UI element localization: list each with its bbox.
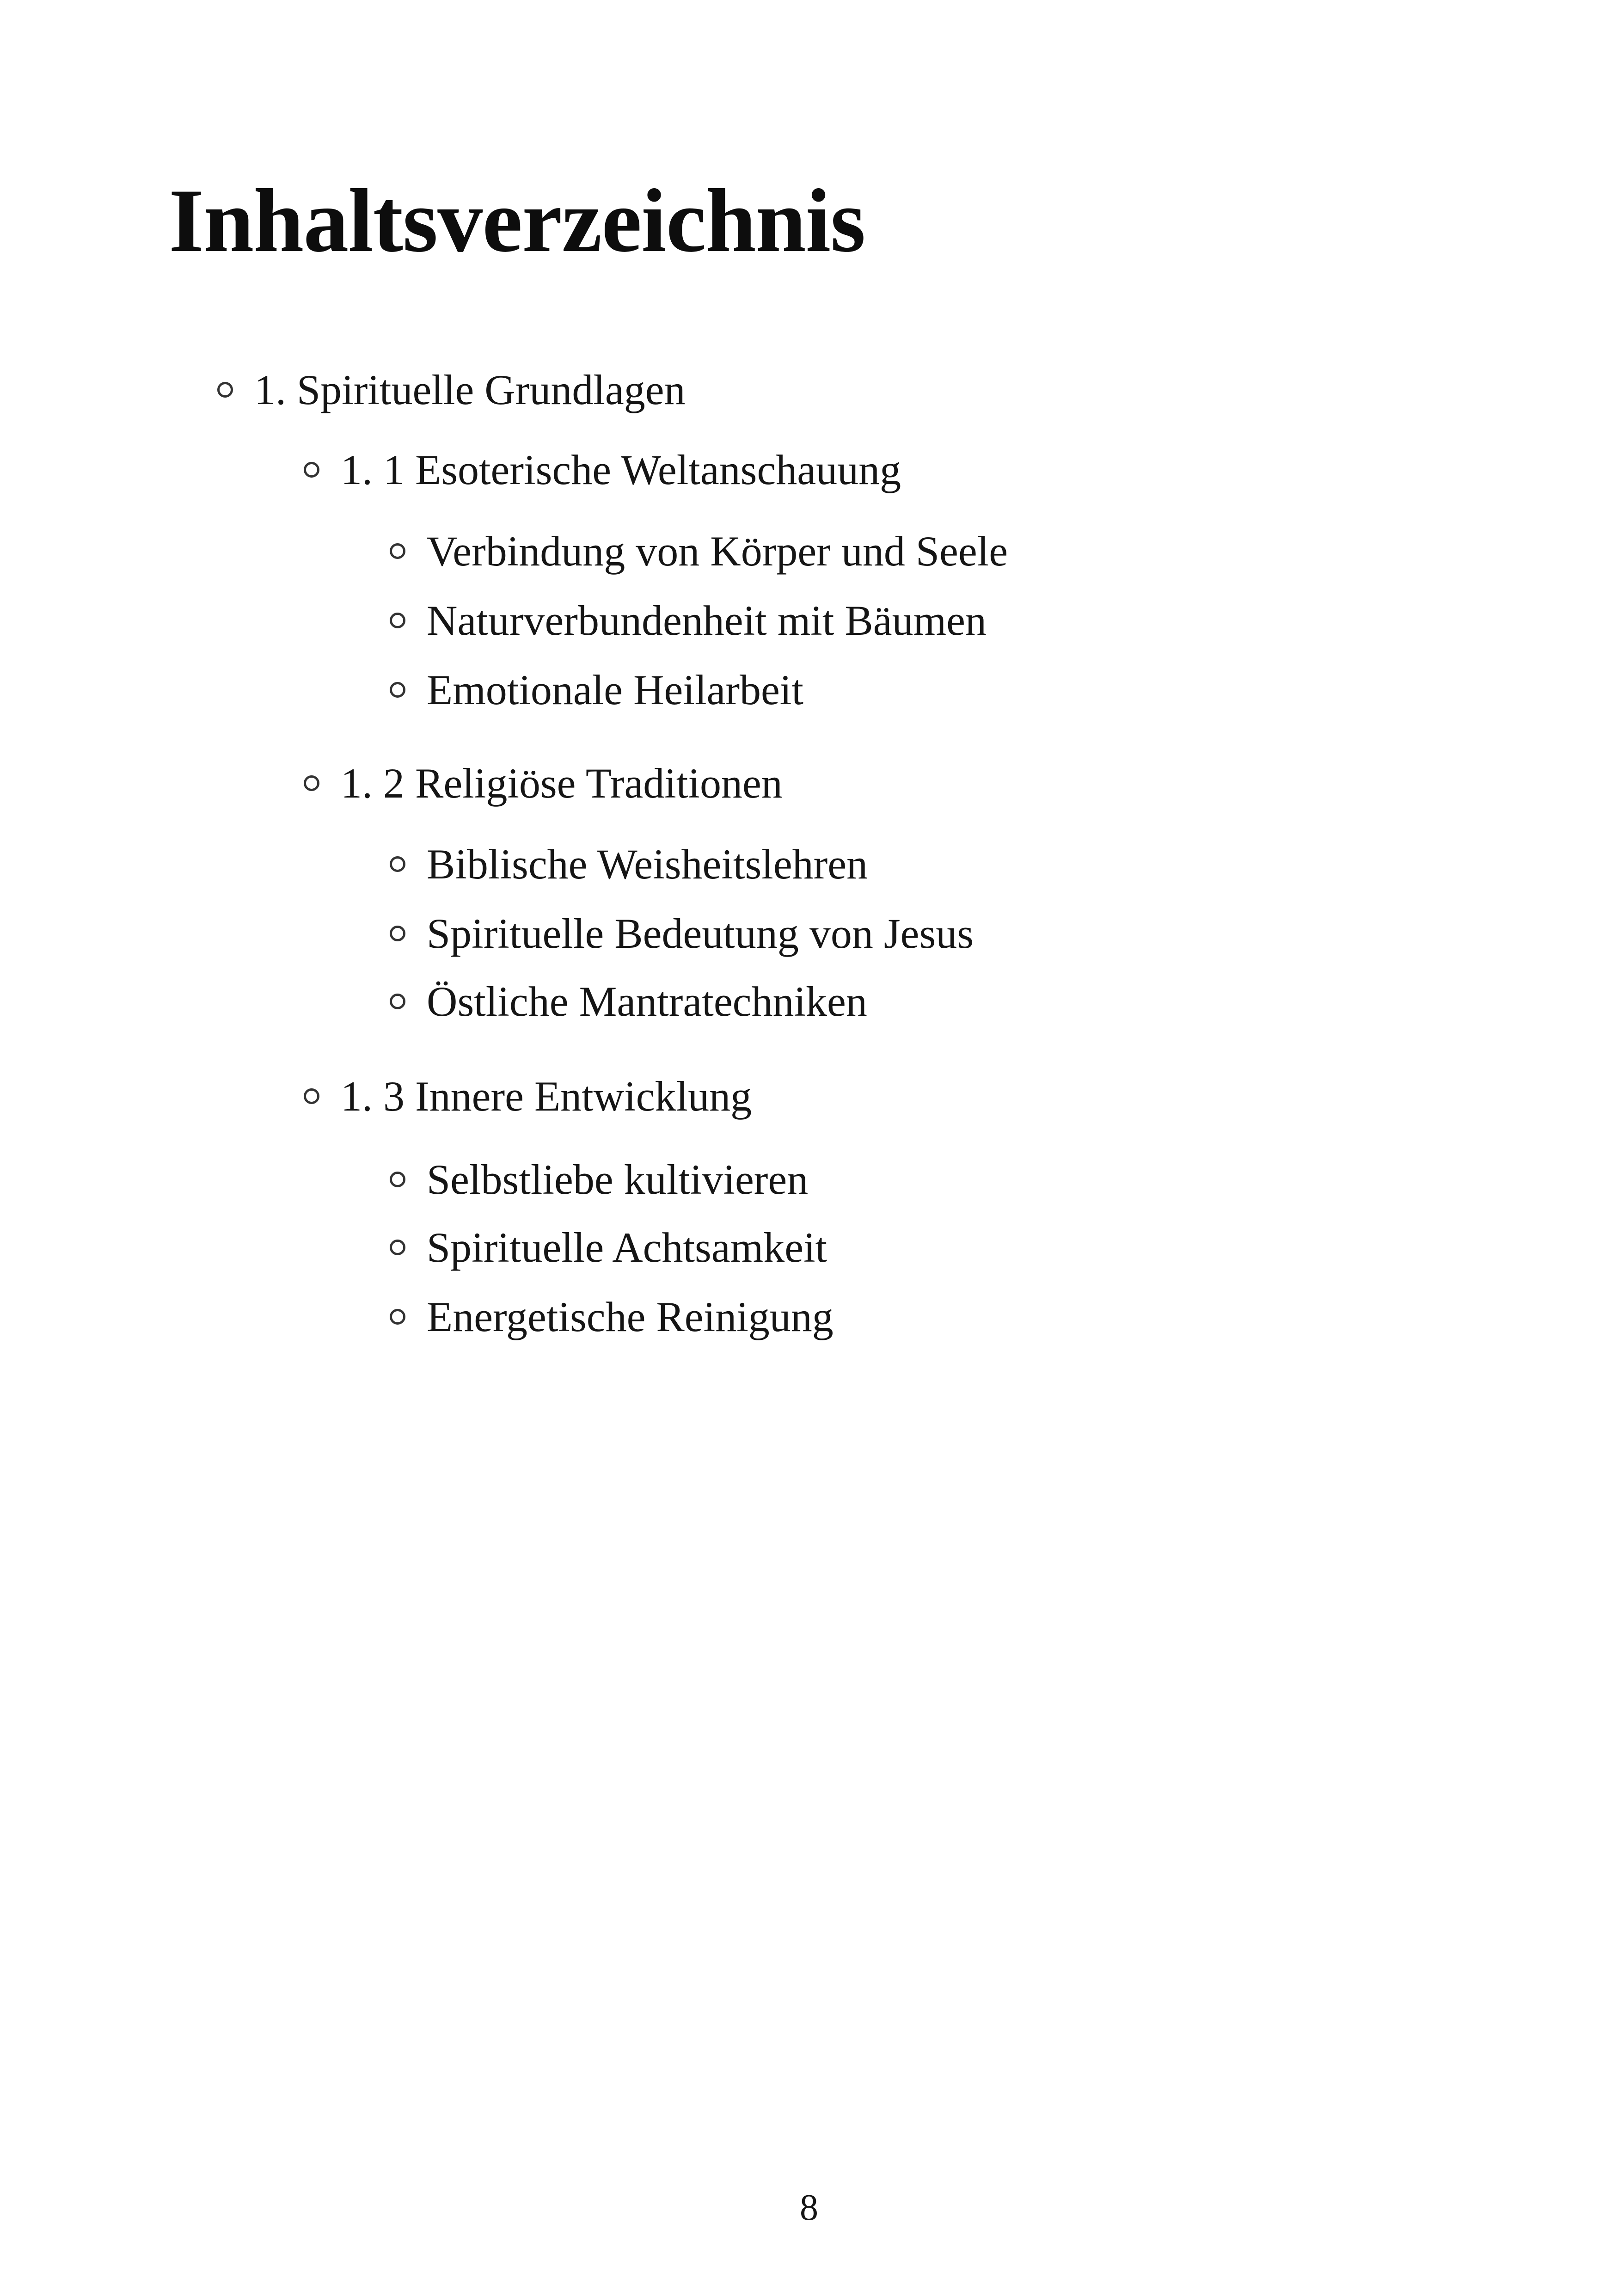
page-number: 8 [800,2187,818,2228]
toc-subsection-item [390,1226,827,1269]
toc-chapter-1 [217,368,686,411]
toc-section-1-1 [304,448,901,491]
circle-bullet-icon [390,1240,405,1255]
toc-subsection-item [390,528,1008,575]
circle-bullet-icon [390,682,405,698]
circle-bullet-icon [390,856,405,872]
circle-bullet-icon [390,543,405,559]
toc-entry-label: Spirituelle Bedeutung von Jesus [427,910,974,957]
toc-entry-label: Verbindung von Körper und Seele [427,528,1008,575]
circle-bullet-icon [390,994,405,1009]
toc-subsection-item [390,912,974,955]
toc-subsection-item [390,841,868,888]
circle-bullet-icon [304,462,319,478]
toc-subsection-item [390,1295,834,1338]
page-title: Inhaltsverzeichnis [169,171,865,271]
toc-entry-label: Emotionale Heilarbeit [427,666,803,713]
toc-entry-label: Energetische Reinigung [427,1293,834,1340]
circle-bullet-icon [304,775,319,791]
toc-subsection-item [390,980,867,1023]
toc-entry-label: 1. 1 Esoterische Weltanschauung [341,446,901,493]
toc-entry-label: Biblische Weisheitslehren [427,841,868,888]
toc-entry-label: Spirituelle Achtsamkeit [427,1224,827,1271]
toc-entry-label: 1. 2 Religiöse Traditionen [341,760,783,807]
circle-bullet-icon [390,1172,405,1187]
circle-bullet-icon [390,1309,405,1325]
toc-entry-label: Selbstliebe kultivieren [427,1156,809,1203]
toc-entry-label: Naturverbundenheit mit Bäumen [427,597,987,644]
toc-entry-label: Östliche Mantratechniken [427,978,867,1025]
circle-bullet-icon [217,382,233,398]
circle-bullet-icon [390,613,405,628]
toc-entry-label: 1. 3 Innere Entwicklung [341,1073,752,1120]
toc-section-1-2 [304,760,783,807]
toc-subsection-item [390,1158,808,1201]
toc-entry-label: 1. Spirituelle Grundlagen [254,366,686,413]
toc-subsection-item [390,599,987,642]
circle-bullet-icon [304,1088,319,1104]
circle-bullet-icon [390,926,405,941]
toc-section-1-3 [304,1073,752,1120]
toc-subsection-item [390,666,803,713]
